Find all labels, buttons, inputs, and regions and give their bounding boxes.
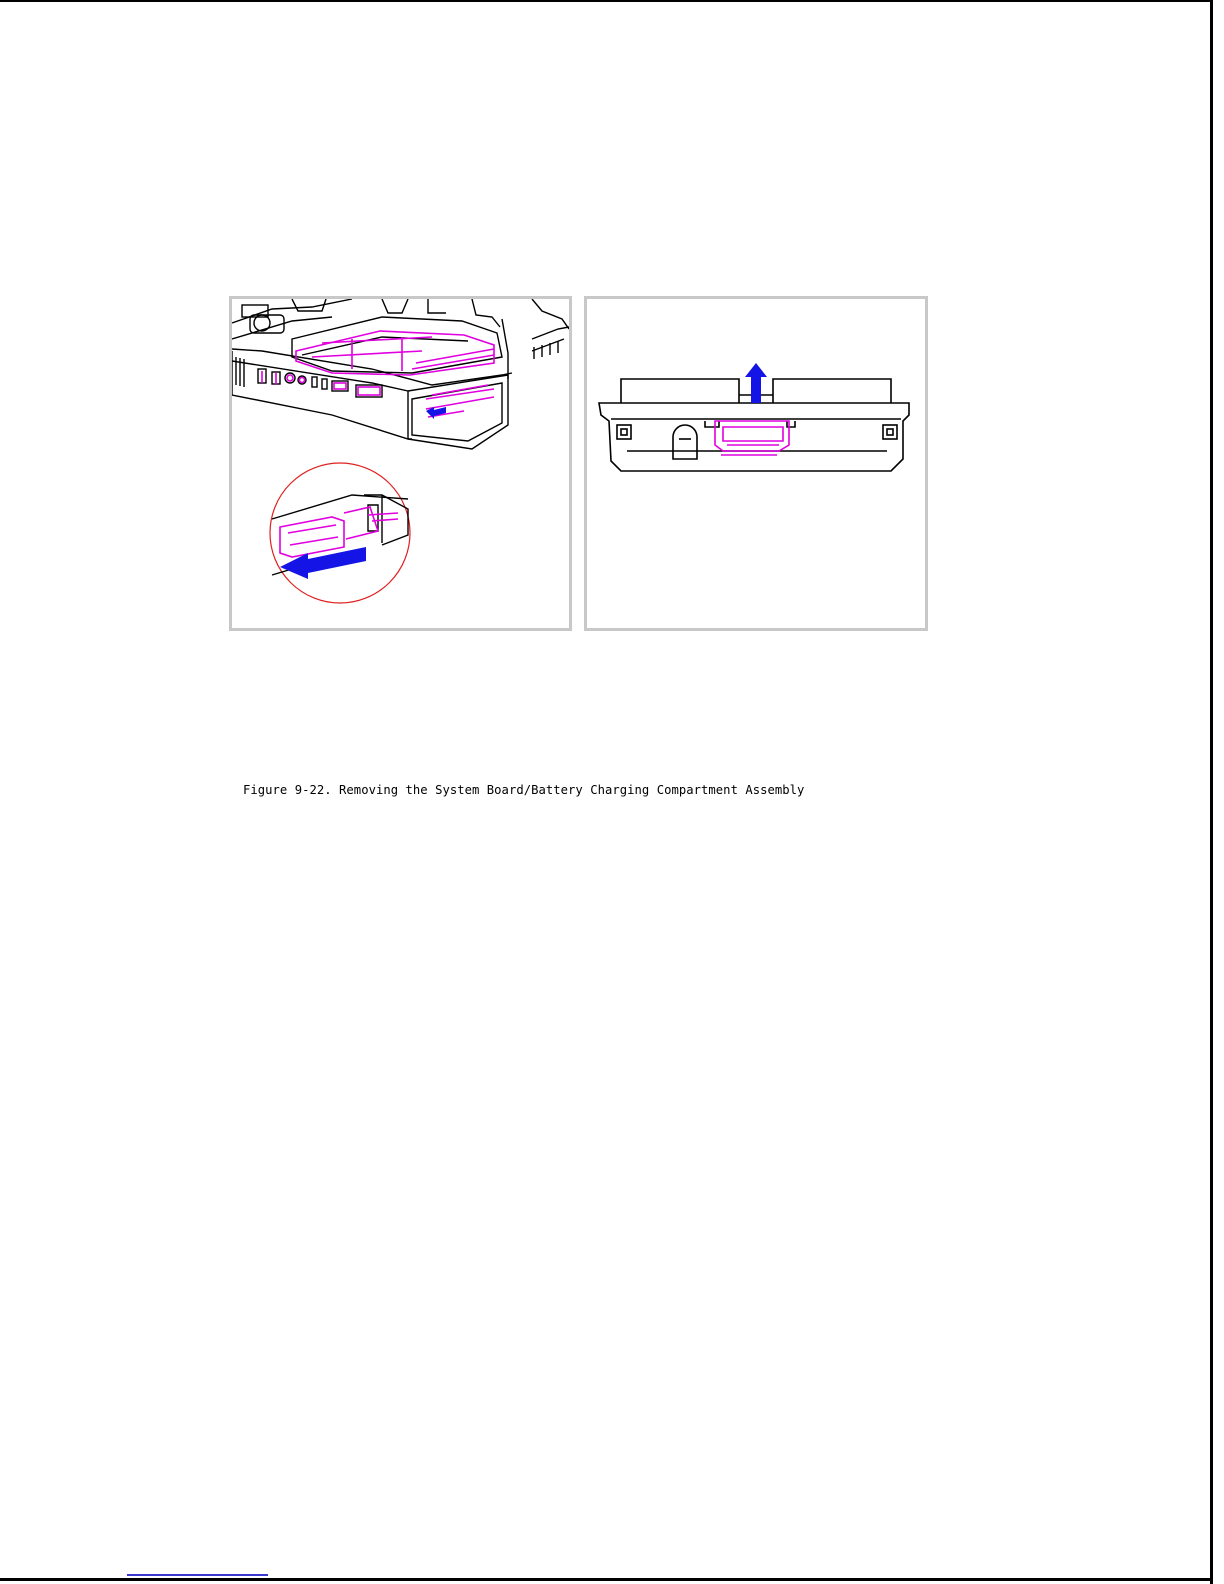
illustration-panel-right <box>584 296 928 631</box>
right-border <box>1210 0 1213 1584</box>
arrow-up-icon <box>745 363 767 403</box>
figure-caption: Figure 9-22. Removing the System Board/Battery Charging Compartment Assembly <box>243 783 805 797</box>
illustration-panel-left <box>229 296 572 631</box>
system-board-illustration <box>232 299 569 628</box>
bottom-border <box>0 1578 1212 1581</box>
battery-compartment-illustration <box>587 299 925 628</box>
top-border <box>0 0 1212 2</box>
footer-link[interactable] <box>127 1574 268 1576</box>
